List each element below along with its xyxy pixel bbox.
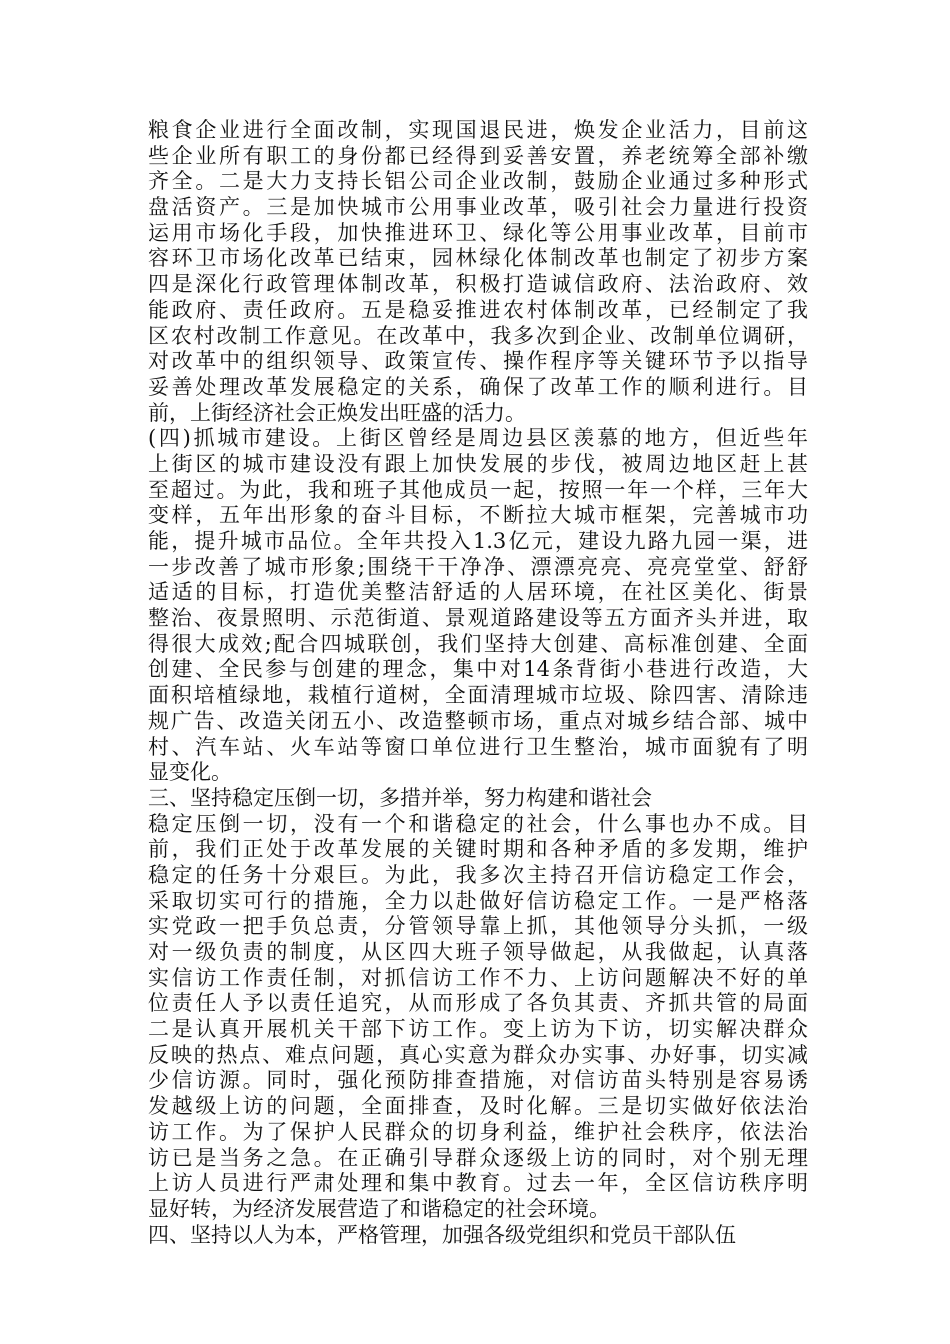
- text-line: 区农村改制工作意见。在改革中，我多次到企业、改制单位调研，: [148, 323, 808, 348]
- text-line: 反映的热点、难点问题，真心实意为群众办实事、办好事，切实减: [148, 1042, 808, 1067]
- text-line: 能政府、责任政府。五是稳妥推进农村体制改革，已经制定了我: [148, 297, 808, 322]
- section-heading: 四、坚持以人为本，严格管理，加强各级党组织和党员干部队伍: [148, 1222, 736, 1247]
- text-line: 少信访源。同时，强化预防排查措施，对信访苗头特别是容易诱: [148, 1068, 808, 1093]
- text-line: 四是深化行政管理体制改革，积极打造诚信政府、法治政府、效: [148, 272, 808, 297]
- text-line: 实信访工作责任制，对抓信访工作不力、上访问题解决不好的单: [148, 965, 808, 990]
- text-line: 粮食企业进行全面改制，实现国退民进，焕发企业活力，目前这: [148, 118, 808, 142]
- text-line: (四)抓城市建设。上街区曾经是周边县区羡慕的地方，但近些年: [148, 426, 808, 451]
- text-line: 变样，五年出形象的奋斗目标，不断拉大城市框架，完善城市功: [148, 503, 808, 528]
- text-line: 能，提升城市品位。全年共投入1.3亿元，建设九路九园一渠，进: [148, 529, 808, 553]
- text-line: 盘活资产。三是加快城市公用事业改革，吸引社会力量进行投资: [148, 195, 808, 220]
- text-line: 稳定压倒一切，没有一个和谐稳定的社会，什么事也办不成。目: [148, 811, 808, 836]
- text-line: 容环卫市场化改革已结束，园林绿化体制改革也制定了初步方案: [148, 246, 808, 271]
- text-line: 一步改善了城市形象;围绕干干净净、漂漂亮亮、亮亮堂堂、舒舒: [148, 554, 808, 579]
- text-line: 得很大成效;配合四城联创，我们坚持大创建、高标准创建、全面: [148, 631, 808, 656]
- text-line: 稳定的任务十分艰巨。为此，我多次主持召开信访稳定工作会，: [148, 862, 808, 887]
- text-line: 上街区的城市建设没有跟上加快发展的步伐，被周边地区赶上甚: [148, 451, 808, 476]
- text-line: 显好转，为经济发展营造了和谐稳定的社会环境。: [148, 1196, 610, 1221]
- section-heading: 三、坚持稳定压倒一切，多措并举，努力构建和谐社会: [148, 785, 652, 810]
- text-line: 适适的目标，打造优美整洁舒适的人居环境，在社区美化、街景: [148, 580, 808, 605]
- text-line: 创建、全民参与创建的理念，集中对14条背街小巷进行改造，大: [148, 657, 808, 682]
- text-line: 采取切实可行的措施，全力以赴做好信访稳定工作。一是严格落: [148, 888, 808, 913]
- text-line: 妥善处理改革发展稳定的关系，确保了改革工作的顺利进行。目: [148, 374, 808, 399]
- text-line: 运用市场化手段，加快推进环卫、绿化等公用事业改革，目前市: [148, 220, 808, 245]
- text-line: 实党政一把手负总责，分管领导靠上抓，其他领导分头抓，一级: [148, 914, 808, 939]
- text-line: 发越级上访的问题，全面排查，及时化解。三是切实做好依法治: [148, 1094, 808, 1119]
- text-line: 前，我们正处于改革发展的关键时期和各种矛盾的多发期，维护: [148, 837, 808, 862]
- text-line: 对改革中的组织领导、政策宣传、操作程序等关键环节予以指导: [148, 349, 808, 374]
- text-line: 整治、夜景照明、示范街道、景观道路建设等五方面齐头并进，取: [148, 606, 808, 631]
- text-line: 访工作。为了保护人民群众的切身利益，维护社会秩序，依法治: [148, 1119, 808, 1144]
- text-line: 访已是当务之急。在正确引导群众逐级上访的同时，对个别无理: [148, 1145, 808, 1170]
- text-line: 面积培植绿地，栽植行道树，全面清理城市垃圾、除四害、清除违: [148, 683, 808, 708]
- text-line: 对一级负责的制度，从区四大班子领导做起，从我做起，认真落: [148, 940, 808, 964]
- text-line: 至超过。为此，我和班子其他成员一起，按照一年一个样，三年大: [148, 477, 808, 502]
- text-line: 位责任人予以责任追究，从而形成了各负其责、齐抓共管的局面: [148, 991, 808, 1016]
- text-line: 显变化。: [148, 760, 232, 785]
- text-line: 村、汽车站、火车站等窗口单位进行卫生整治，城市面貌有了明: [148, 734, 808, 759]
- text-line: 些企业所有职工的身份都已经得到妥善安置，养老统筹全部补缴: [148, 143, 808, 168]
- text-line: 规广告、改造关闭五小、改造整顿市场，重点对城乡结合部、城中: [148, 708, 808, 733]
- text-line: 齐全。二是大力支持长铝公司企业改制，鼓励企业通过多种形式: [148, 169, 808, 194]
- text-line: 二是认真开展机关干部下访工作。变上访为下访，切实解决群众: [148, 1017, 808, 1042]
- document-body: [148, 118, 808, 1248]
- text-line: 上访人员进行严肃处理和集中教育。过去一年，全区信访秩序明: [148, 1171, 808, 1196]
- text-line: 前，上街经济社会正焕发出旺盛的活力。: [148, 400, 526, 425]
